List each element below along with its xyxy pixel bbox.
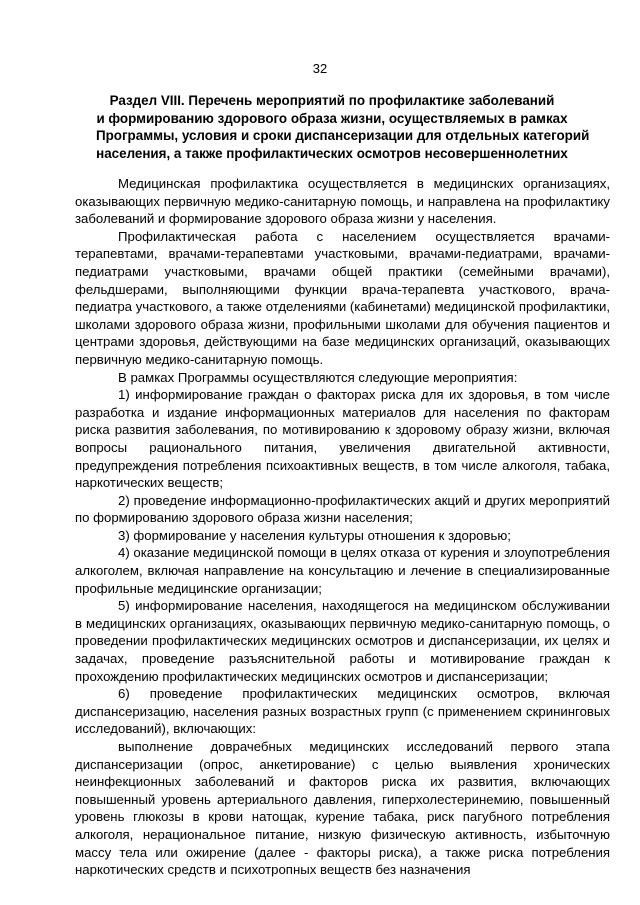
body-text (75, 175, 610, 879)
section-title-line: населения, а также профилактических осмотров несовершеннолетних (96, 145, 568, 161)
list-item: 3) формирование у населения культуры отношения к здоровью; (118, 527, 511, 543)
list-item: 4) оказание медицинской помощи в целях отказа от курения и злоупотребления алкоголем, включая направление на консультацию и лечение в специализированные профильные медицинские организации; (75, 545, 610, 596)
list-item: 5) информирование населения, находящегося на медицинском обслуживании в медицинских организациях, оказывающих первичную медико-санитарную помощь, о проведении профилактических медицинских осмотров и диспансеризации, их целях и задачах, проведение разъяснительной работы и мотивирование граждан к прохождению профилактических медицинских осмотров и диспансеризации; (75, 598, 610, 684)
paragraph: В рамках Программы осуществляются следующие мероприятия: (118, 369, 518, 385)
list-item: 6) проведение профилактических медицинских осмотров, включая диспансеризацию, населения разных возрастных групп (с применением скрининговых исследований), включающих: (75, 686, 610, 737)
section-title-line: и формированию здорового образа жизни, осуществляемых в рамках (96, 110, 568, 126)
paragraph: Медицинская профилактика осуществляется в медицинских организациях, оказывающих первичную медико-санитарную помощь, и направлена на профилактику заболеваний и формирование здорового образа жизни у населения. (75, 176, 610, 227)
paragraph: Профилактическая работа с населением осуществляется врачами-терапевтами, врачами-терапевтами участковыми, врачами-педиатрами, врачами-педиатрами участковыми, врачами общей практики (семейными врачами), фельдшерами, выполняющими функции врача-терапевта участкового, врача-педиатра участкового, а также отделениями (кабинетами) медицинской профилактики, школами здорового образа жизни, профильными школами для обучения пациентов и центрами здоровья, действующими на базе медицинских организаций, оказывающих первичную медико-санитарную помощь. (75, 228, 610, 367)
paragraph: выполнение доврачебных медицинских исследований первого этапа диспансеризации (опрос, анкетирование) с целью выявления хронических неинфекционных заболеваний и факторов риска их развития, включающих повышенный уровень артериального давления, гиперхолестеринемию, повышенный уровень глюкозы в крови натощак, курение табака, риск пагубного потребления алкоголя, нерациональное питание, низкую физическую активность, избыточную массу тела или ожирение (далее - факторы риска), а также риска потребления наркотических средств и психотропных веществ без назначения (75, 739, 610, 878)
page-number: 32 (312, 61, 328, 76)
list-item: 2) проведение информационно-профилактических акций и других мероприятий по формированию здорового образа жизни населения; (75, 492, 610, 526)
list-item: 1) информирование граждан о факторах риска для их здоровья, в том числе разработка и издание информационных материалов для населения по факторам риска развития заболевания, по мотивированию к здоровому образу жизни, включая вопросы рационального питания, увеличения двигательной активности, предупреждения потребления психоактивных веществ, в том числе алкоголя, табака, наркотических веществ; (75, 387, 610, 491)
section-title (96, 92, 590, 162)
section-title-line: Раздел VIII. Перечень мероприятий по профилактике заболеваний (109, 93, 555, 108)
section-title-line: Программы, условия и сроки диспансеризации для отдельных категорий (96, 128, 590, 144)
